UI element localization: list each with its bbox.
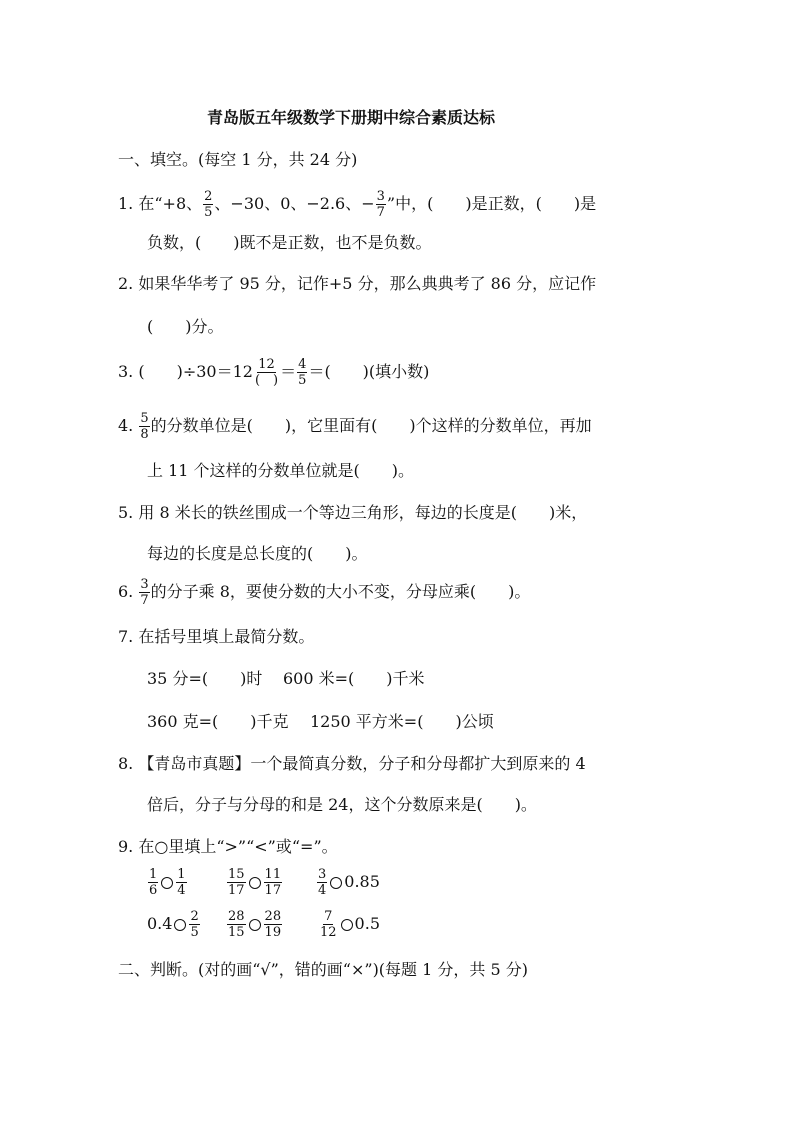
compare-0-4-vs-2-5 [147,910,201,939]
question-number: 9. [118,837,134,856]
q1-text-c: ”中，( )是正数，( )是 [386,194,597,213]
q5-line-1: 用 8 米长的铁丝围成一个等边三角形，每边的长度是( )米， [138,503,588,522]
q7-line-1: 在括号里填上最简分数。 [138,627,315,646]
fraction-4-5: $\frac{4}{5}$ [298,357,307,388]
compare-7-12-vs-0-5 [318,910,380,939]
q7-row-1a: 35 分=( )时 [147,669,263,688]
q8-line-2: 倍后，分子与分母的和是 24，这个分数原来是( )。 [147,795,537,814]
question-number: 2. [118,274,134,293]
question-3 [118,358,429,387]
question-number: 7. [118,627,134,646]
q2-line-2: ( )分。 [147,317,224,336]
fraction-7-12: $\frac{7}{12}$ [320,909,337,940]
q2-line-1: 如果华华考了 95 分，记作+5 分，那么典典考了 86 分，应记作 [138,274,597,293]
fraction-28-19: $\frac{28}{19}$ [264,909,282,940]
q8-line-1: 【青岛市真题】一个最简真分数，分子和分母都扩大到原来的 4 [138,754,586,773]
compare-circle-blank[interactable] [330,877,342,889]
q3-text-a: ( )÷30＝12 [138,362,253,381]
question-number: 8. [118,754,134,773]
q1-text-b: 、−30、0、−2.6、− [214,194,375,213]
question-number: 6. [118,582,134,601]
q7-row-2a: 360 克=( )千克 [147,712,289,731]
compare-3-4-vs-0-85 [316,868,380,897]
section-heading-true-false: 二、判断。(对的画“√”，错的画“×”)(每题 1 分，共 5 分) [118,960,528,979]
question-1 [118,190,596,219]
compare-circle-blank[interactable] [341,919,353,931]
q1-line-2: 负数，( )既不是正数，也不是负数。 [147,233,432,252]
question-number: 3. [118,362,134,381]
q3-text-b: ＝( )(填小数) [308,362,430,381]
question-9 [118,839,338,855]
question-6 [118,578,530,607]
compare-1-6-vs-1-4 [147,868,188,897]
q4-text-a: 的分数单位是( )，它里面有( )个这样的分数单位，再加 [150,416,592,435]
fraction-3-4: $\frac{3}{4}$ [318,867,327,898]
question-number: 5. [118,503,134,522]
compare-circle-blank[interactable] [161,877,173,889]
fraction-15-17: $\frac{15}{17}$ [228,867,245,898]
fraction-2-5: $\frac{2}{5}$ [190,909,199,940]
q5-line-2: 每边的长度是总长度的( )。 [147,544,368,563]
q4-line-2: 上 11 个这样的分数单位就是( )。 [147,461,415,480]
question-2 [118,276,596,292]
q7-row-2b: 1250 平方米=( )公顷 [310,712,494,731]
page-title: 青岛版五年级数学下册期中综合素质达标 [207,108,496,127]
decimal-value: 0.5 [354,914,380,933]
compare-15-17-vs-11-17 [226,868,283,897]
question-number: 1. [118,194,134,213]
fraction-28-15: $\frac{28}{15}$ [228,909,245,940]
question-8 [118,756,586,772]
question-7 [118,629,314,645]
q6-text: 的分子乘 8，要使分数的大小不变，分母应乘( )。 [150,582,531,601]
compare-circle-blank[interactable] [174,919,186,931]
fraction-3-7: $\frac{3}{7}$ [376,189,385,220]
decimal-value: 0.4 [147,914,173,933]
section-heading-fill-in: 一、填空。(每空 1 分，共 24 分) [118,150,358,169]
question-5 [118,505,587,521]
fraction-11-17: $\frac{11}{17}$ [264,867,282,898]
fraction-1-4: $\frac{1}{4}$ [177,867,186,898]
fraction-1-6: $\frac{1}{6}$ [149,867,158,898]
fraction-2-5: $\frac{2}{5}$ [204,189,213,220]
fraction-5-8: $\frac{5}{8}$ [140,411,149,442]
compare-circle-blank[interactable] [249,919,261,931]
compare-circle-blank[interactable] [249,877,261,889]
fraction-3-7: $\frac{3}{7}$ [140,577,149,608]
q7-row-1b: 600 米=( )千米 [283,669,425,688]
decimal-value: 0.85 [344,872,380,891]
question-number: 4. [118,416,134,435]
q9-line-1: 在○里填上“>”“<”或“=”。 [138,837,338,856]
equals-sign: ＝ [280,362,297,381]
fraction-12-blank: $\frac{12}{( )}$ [254,357,279,388]
compare-28-15-vs-28-19 [226,910,283,939]
question-4 [118,412,592,441]
q1-text-a: 在“+8、 [138,194,203,213]
